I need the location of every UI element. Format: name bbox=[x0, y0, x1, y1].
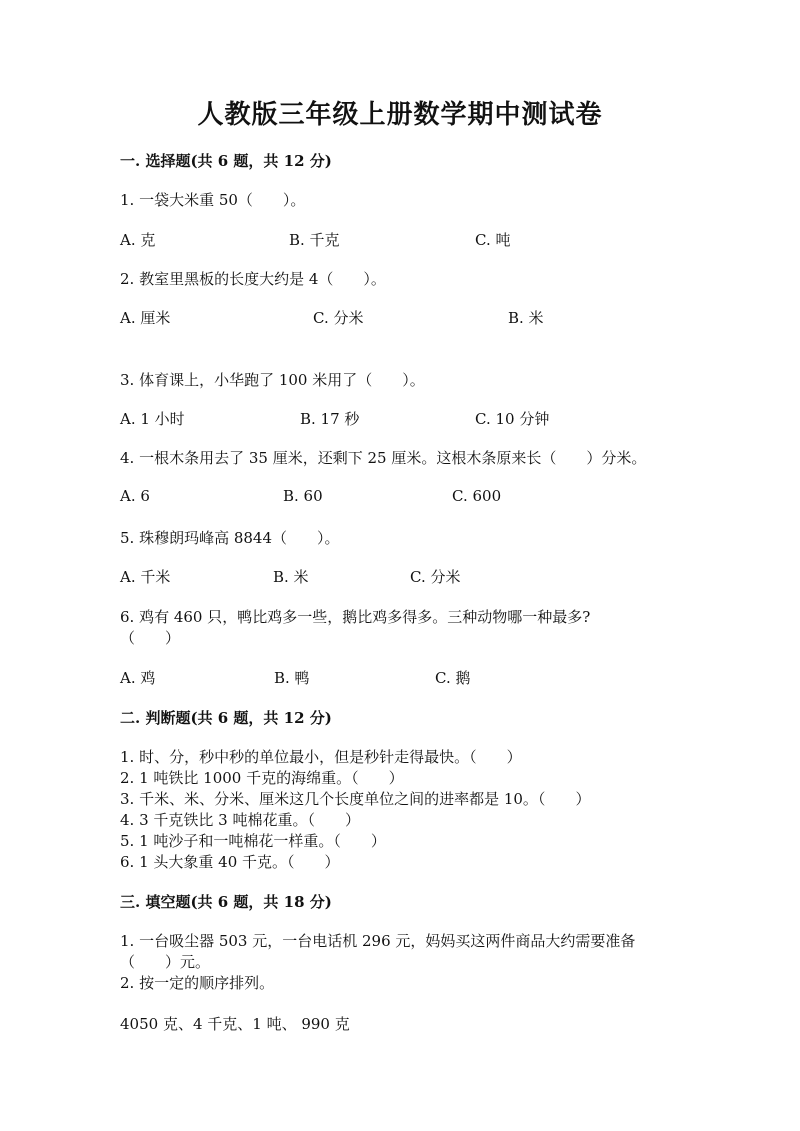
judgement-item: 5. 1 吨沙子和一吨棉花一样重。（ ） bbox=[120, 832, 386, 850]
judgement-item: 6. 1 头大象重 40 千克。（ ） bbox=[120, 853, 340, 871]
fill-in-item-continued: （ ）元。 bbox=[120, 953, 211, 971]
option-c: C. 10 分钟 bbox=[475, 410, 550, 428]
option-b: B. 千克 bbox=[289, 231, 340, 249]
option-b: B. 17 秒 bbox=[300, 410, 360, 428]
option-a: A. 千米 bbox=[120, 568, 171, 586]
option-a: A. 6 bbox=[120, 487, 150, 505]
option-c: C. 鹅 bbox=[435, 669, 471, 687]
option-c: C. 600 bbox=[452, 487, 502, 505]
question-text: 4. 一根木条用去了 35 厘米，还剩下 25 厘米。这根木条原来长（ ）分米。 bbox=[120, 449, 647, 467]
option-a: A. 1 小时 bbox=[120, 410, 185, 428]
page-title: 人教版三年级上册数学期中测试卷 bbox=[197, 100, 603, 130]
option-b: B. 米 bbox=[508, 309, 544, 327]
question-text: 5. 珠穆朗玛峰高 8844（ ）。 bbox=[120, 529, 340, 547]
option-c: C. 吨 bbox=[475, 231, 511, 249]
section-heading-fill-in: 三. 填空题(共 6 题，共 18 分) bbox=[120, 893, 332, 911]
option-b: B. 鸭 bbox=[274, 669, 310, 687]
section-heading-choice: 一. 选择题(共 6 题，共 12 分) bbox=[120, 152, 332, 170]
question-text-continued: （ ） bbox=[120, 629, 181, 647]
option-c: C. 分米 bbox=[313, 309, 364, 327]
question-text: 1. 一袋大米重 50（ ）。 bbox=[120, 191, 306, 209]
question-text: 3. 体育课上，小华跑了 100 米用了（ ）。 bbox=[120, 371, 425, 389]
ordering-values: 4050 克、4 千克、1 吨、 990 克 bbox=[120, 1015, 350, 1033]
question-text: 6. 鸡有 460 只，鸭比鸡多一些，鹅比鸡多得多。三种动物哪一种最多? bbox=[120, 608, 591, 626]
judgement-item: 2. 1 吨铁比 1000 千克的海绵重。（ ） bbox=[120, 769, 404, 787]
option-b: B. 米 bbox=[273, 568, 309, 586]
question-text: 2. 教室里黑板的长度大约是 4（ ）。 bbox=[120, 270, 386, 288]
option-a: A. 克 bbox=[120, 231, 156, 249]
judgement-item: 4. 3 千克铁比 3 吨棉花重。（ ） bbox=[120, 811, 360, 829]
option-c: C. 分米 bbox=[410, 568, 461, 586]
option-a: A. 厘米 bbox=[120, 309, 171, 327]
judgement-item: 1. 时、分，秒中秒的单位最小，但是秒针走得最快。（ ） bbox=[120, 748, 522, 766]
judgement-item: 3. 千米、米、分米、厘米这几个长度单位之间的进率都是 10。（ ） bbox=[120, 790, 591, 808]
fill-in-item: 2. 按一定的顺序排列。 bbox=[120, 974, 275, 992]
fill-in-item: 1. 一台吸尘器 503 元，一台电话机 296 元，妈妈买这两件商品大约需要准备 bbox=[120, 932, 636, 950]
section-heading-judgement: 二. 判断题(共 6 题，共 12 分) bbox=[120, 709, 332, 727]
option-a: A. 鸡 bbox=[120, 669, 156, 687]
option-b: B. 60 bbox=[283, 487, 323, 505]
